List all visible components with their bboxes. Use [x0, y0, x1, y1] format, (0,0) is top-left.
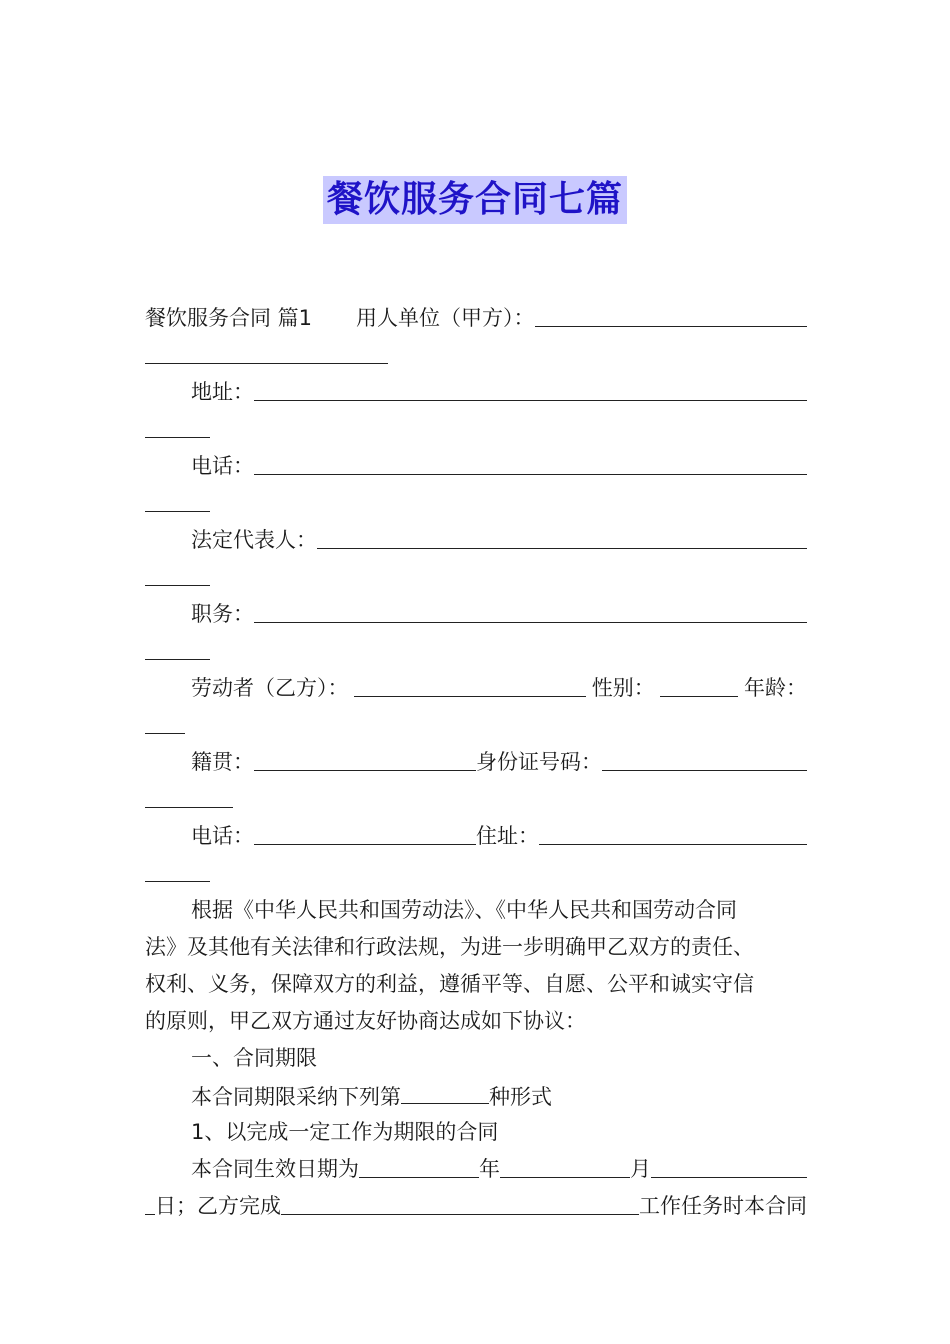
id-number-blank[interactable]: [602, 744, 807, 771]
employer-label: 用人单位（甲方）：: [356, 306, 535, 330]
worker-label: 劳动者（乙方）：: [191, 676, 349, 700]
gender-label: 性别：: [591, 676, 655, 700]
day-blank[interactable]: [651, 1151, 807, 1178]
employer-blank[interactable]: [535, 300, 807, 327]
id-number-blank-cont[interactable]: [145, 781, 233, 808]
native-line: [145, 744, 807, 781]
task-line: [145, 1188, 807, 1225]
address-label: 地址：: [191, 380, 254, 404]
phone-line: [145, 448, 807, 485]
phone2-label: 电话：: [191, 824, 254, 848]
document-title: 餐饮服务合同七篇: [323, 176, 627, 224]
year-blank[interactable]: [359, 1151, 479, 1178]
phone-label: 电话：: [191, 454, 254, 478]
effective-line: [145, 1151, 807, 1188]
position-blank[interactable]: [254, 596, 807, 623]
age-line-cont: [145, 707, 807, 744]
intro-line: 法》及其他有关法律和行政法规，为进一步明确甲乙双方的责任、: [145, 935, 754, 959]
intro-line: 根据《中华人民共和国劳动法》、《中华人民共和国劳动合同: [191, 898, 737, 922]
id-number-label: 身份证号码：: [476, 750, 602, 774]
day-blank-cont[interactable]: [145, 1188, 155, 1215]
address-line: [145, 374, 807, 411]
native-place-blank[interactable]: [254, 744, 476, 771]
effective-prefix: 本合同生效日期为: [191, 1157, 359, 1181]
legal-rep-blank[interactable]: [317, 522, 807, 549]
worker-line: [145, 670, 807, 707]
native-place-label: 籍贯：: [191, 750, 254, 774]
term-suffix: 种形式: [489, 1085, 552, 1109]
task-blank[interactable]: [281, 1188, 639, 1215]
document-title-wrap: [0, 176, 950, 224]
term-line: [145, 1077, 807, 1114]
age-blank[interactable]: [145, 707, 185, 734]
intro-line: 权利、义务，保障双方的利益，遵循平等、自愿、公平和诚实守信: [145, 972, 754, 996]
term-prefix: 本合同期限采纳下列第: [191, 1085, 401, 1109]
position-blank-cont[interactable]: [145, 633, 210, 660]
phone-blank-cont[interactable]: [145, 485, 210, 512]
employer-blank-cont[interactable]: [145, 337, 388, 364]
address-blank-cont[interactable]: [145, 411, 210, 438]
item1-line: 1、以完成一定工作为期限的合同: [191, 1120, 499, 1144]
position-line-cont: [145, 633, 807, 670]
day-label: 日；乙方完成: [155, 1194, 281, 1218]
intro-paragraph: [145, 892, 807, 1040]
address-blank[interactable]: [254, 374, 807, 401]
section-heading: 餐饮服务合同 篇1: [145, 306, 313, 330]
position-line: [145, 596, 807, 633]
residence-line-cont: [145, 855, 807, 892]
phone-blank[interactable]: [254, 448, 807, 475]
intro-line: 的原则，甲乙双方通过友好协商达成如下协议：: [145, 1009, 586, 1033]
address-line-cont: [145, 411, 807, 448]
legal-rep-label: 法定代表人：: [191, 528, 317, 552]
position-label: 职务：: [191, 602, 254, 626]
task-suffix: 工作任务时本合同: [639, 1194, 807, 1218]
id-line-cont: [145, 781, 807, 818]
clause1-heading: 一、合同期限: [191, 1046, 317, 1070]
term-blank[interactable]: [401, 1077, 489, 1104]
month-blank[interactable]: [500, 1151, 630, 1178]
age-label: 年龄：: [744, 676, 807, 700]
legal-rep-line-cont: [145, 559, 807, 596]
year-label: 年: [479, 1157, 500, 1181]
residence-blank[interactable]: [539, 818, 807, 845]
document-body: [145, 300, 807, 1225]
phone2-line: [145, 818, 807, 855]
phone2-blank[interactable]: [254, 818, 476, 845]
worker-blank[interactable]: [354, 670, 586, 697]
employer-line: [145, 300, 807, 337]
legal-rep-line: [145, 522, 807, 559]
legal-rep-blank-cont[interactable]: [145, 559, 210, 586]
gender-blank[interactable]: [660, 670, 738, 697]
residence-blank-cont[interactable]: [145, 855, 210, 882]
employer-line-cont: [145, 337, 807, 374]
phone-line-cont: [145, 485, 807, 522]
month-label: 月: [630, 1157, 651, 1181]
residence-label: 住址：: [476, 824, 539, 848]
